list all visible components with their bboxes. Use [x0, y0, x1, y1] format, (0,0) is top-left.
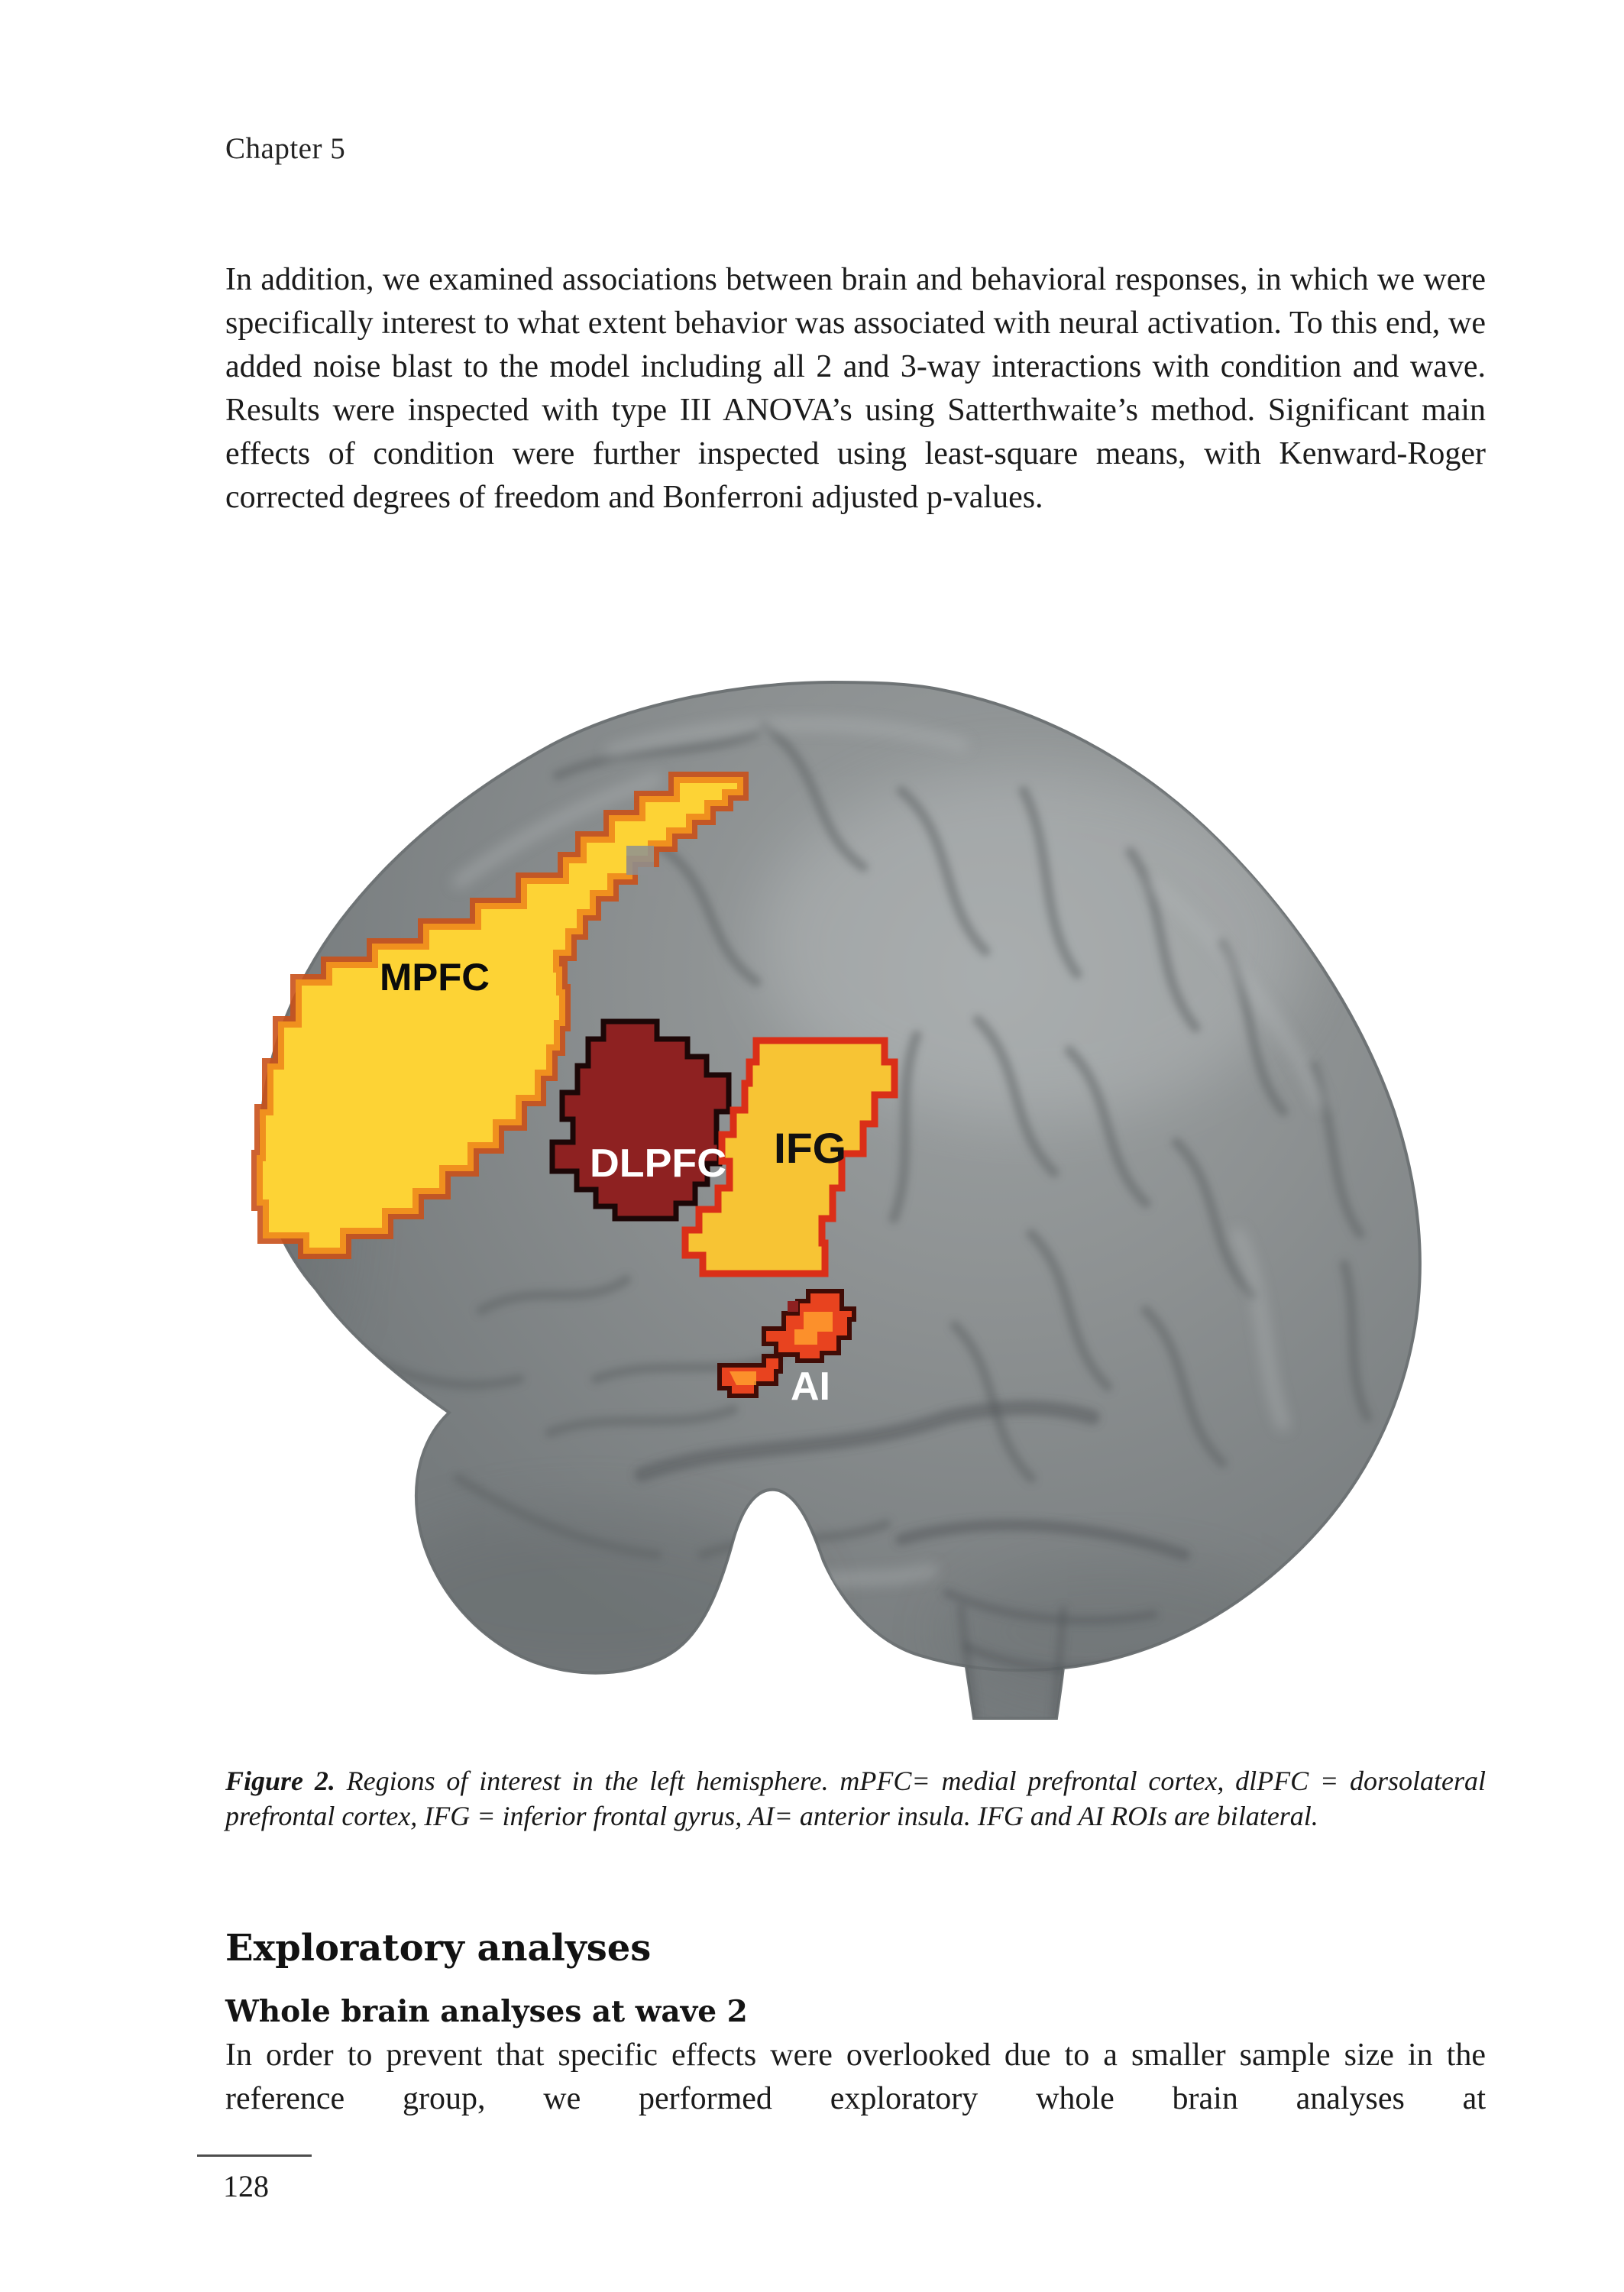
brain-figure: [229, 653, 1451, 1721]
intro-paragraph: In addition, we examined associations between brain and behavioral responses, in which we were specifically interest to what extent behavior was associated with neural activation. To this end, we added noise blast to the model including all 2 and 3-way interactions with condition and wave. Results were inspected with type III ANOVA’s using Satterthwaite’s method. Significant main effects of condition were further inspected using least-square means, with Kenward-Roger corrected degrees of freedom and Bonferroni adjusted p-values.: [225, 262, 1486, 515]
section-heading: Exploratory analyses: [225, 1927, 652, 1970]
brain-figure-svg: [229, 653, 1451, 1721]
body-paragraph: In order to prevent that specific effects were overlooked due to a smaller sample size in the reference group, we performed exploratory whole brain analyses at: [225, 2038, 1486, 2116]
chapter-header: Chapter 5: [225, 132, 346, 165]
label-mpfc: MPFC: [380, 956, 490, 999]
figure-caption-text: Regions of interest in the left hemisphere. mPFC= medial prefrontal cortex, dlPFC = dorsolateral prefrontal cortex, IFG = inferior frontal gyrus, AI= anterior insula. IFG and AI ROIs are bilateral.: [225, 1766, 1487, 1831]
figure-caption: [225, 1763, 1486, 1834]
subsection-heading: Whole brain analyses at wave 2: [225, 1994, 748, 2029]
label-dlpfc: DLPFC: [590, 1141, 726, 1186]
page-number: 128: [223, 2169, 269, 2203]
label-ifg: IFG: [774, 1124, 846, 1172]
footer-rule: [197, 2154, 312, 2157]
label-ai: AI: [791, 1365, 830, 1409]
figure-caption-label: Figure 2.: [225, 1766, 335, 1796]
